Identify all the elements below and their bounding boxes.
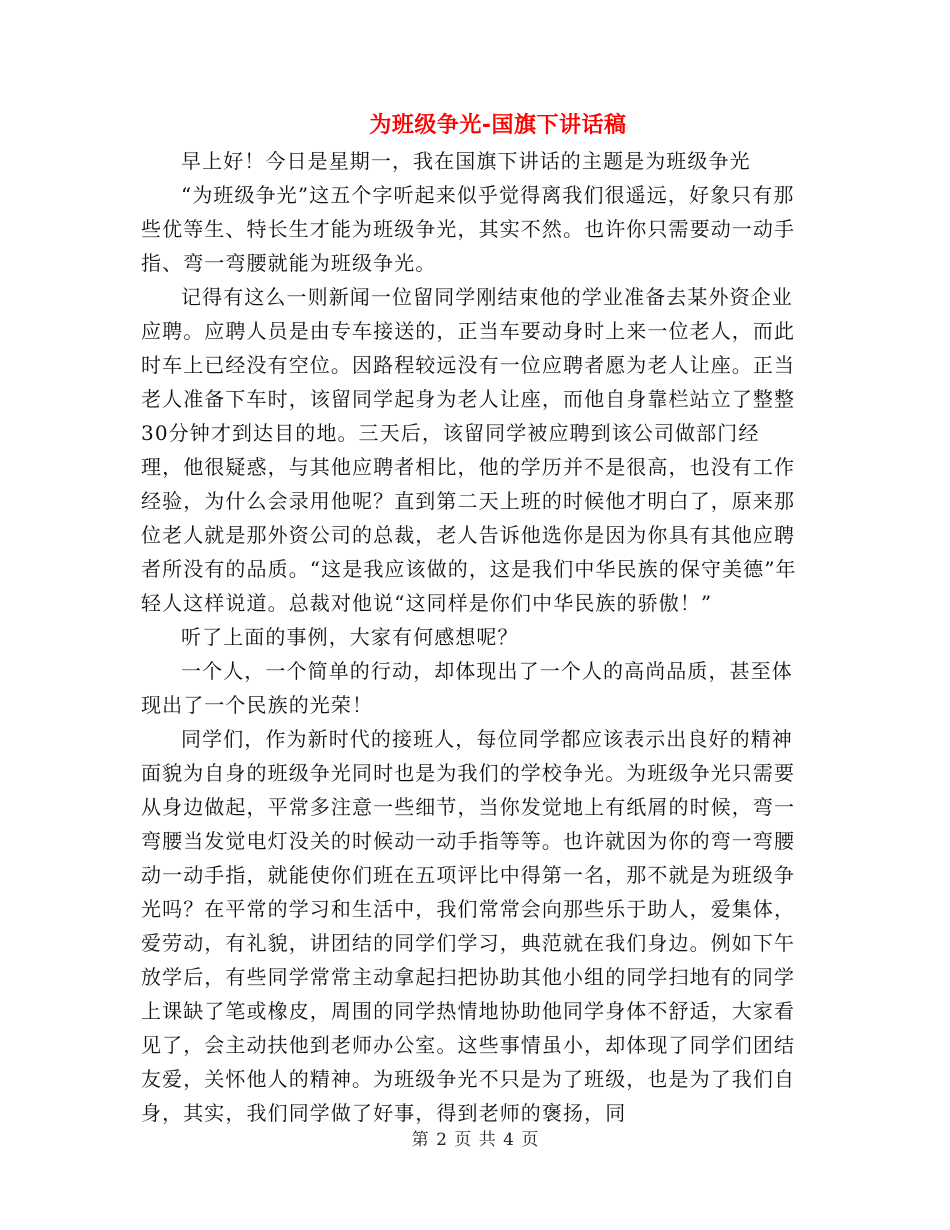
paragraph-reflection: 一个人，一个简单的行动，却体现出了一个人的高尚品质，甚至体现出了一个民族的光荣！ xyxy=(141,659,793,717)
page-footer: 第 2 页 共 4 页 xyxy=(411,1130,539,1150)
paragraph-question: 听了上面的事例，大家有何感想呢？ xyxy=(181,625,519,649)
paragraph-call-to-action: 同学们，作为新时代的接班人，每位同学都应该表示出良好的精神面貌为自身的班级争光同时也是为我们的学校争光。为班级争光只需要从身边做起，平常多注意一些细节，当你发觉地上有纸屑的时候，弯一弯腰当发觉电灯没关的时候动一动手指等等。也许就因为你的弯一弯腰动一动手指，就能使你们班在五项评比中得第一名，那不就是为班级争光吗？在平常的学习和生活中，我们常常会向那些乐于助人，爱集体，爱劳动，有礼貌，讲团结的同学们学习，典范就在我们身边。例如下午放学后，有些同学常常主动拿起扫把协助其他小组的同学扫地有的同学上课缺了笔或橡皮，周围的同学热情地协助他同学身体不舒适，大家看见了，会主动扶他到老师办公室。这些事情虽小，却体现了同学们团结友爱，关怀他人的精神。为班级争光不只是为了班级，也是为了我们自身，其实，我们同学做了好事，得到老师的褒扬，同 xyxy=(141,727,796,1125)
paragraph-greeting: 早上好！今日是星期一，我在国旗下讲话的主题是为班级争光 xyxy=(181,149,751,173)
paragraph-intro: “为班级争光”这五个字听起来似乎觉得离我们很遥远，好象只有那些优等生、特长生才能为班级争光，其实不然。也许你只需要动一动手指、弯一弯腰就能为班级争光。 xyxy=(141,183,796,275)
paragraph-story: 记得有这么一则新闻一位留同学刚结束他的学业准备去某外资企业应聘。应聘人员是由专车接送的，正当车要动身时上来一位老人，而此时车上已经没有空位。因路程较远没有一位应聘者愿为老人让座。正当老人准备下车时，该留同学起身为老人让座，而他自身靠栏站立了整整30分钟才到达目的地。三天后，该留同学被应聘到该公司做部门经理，他很疑惑，与其他应聘者相比，他的学历并不是很高，也没有工作经验，为什么会录用他呢？直到第二天上班的时候他才明白了，原来那位老人就是那外资公司的总裁，老人告诉他选你是因为你具有其他应聘者所没有的品质。“这是我应该做的，这是我们中华民族的保守美德”年轻人这样说道。总裁对他说“这同样是你们中华民族的骄傲！” xyxy=(141,285,797,615)
document-body xyxy=(141,144,801,1130)
document-title: 为班级争光-国旗下讲话稿 xyxy=(369,113,627,138)
